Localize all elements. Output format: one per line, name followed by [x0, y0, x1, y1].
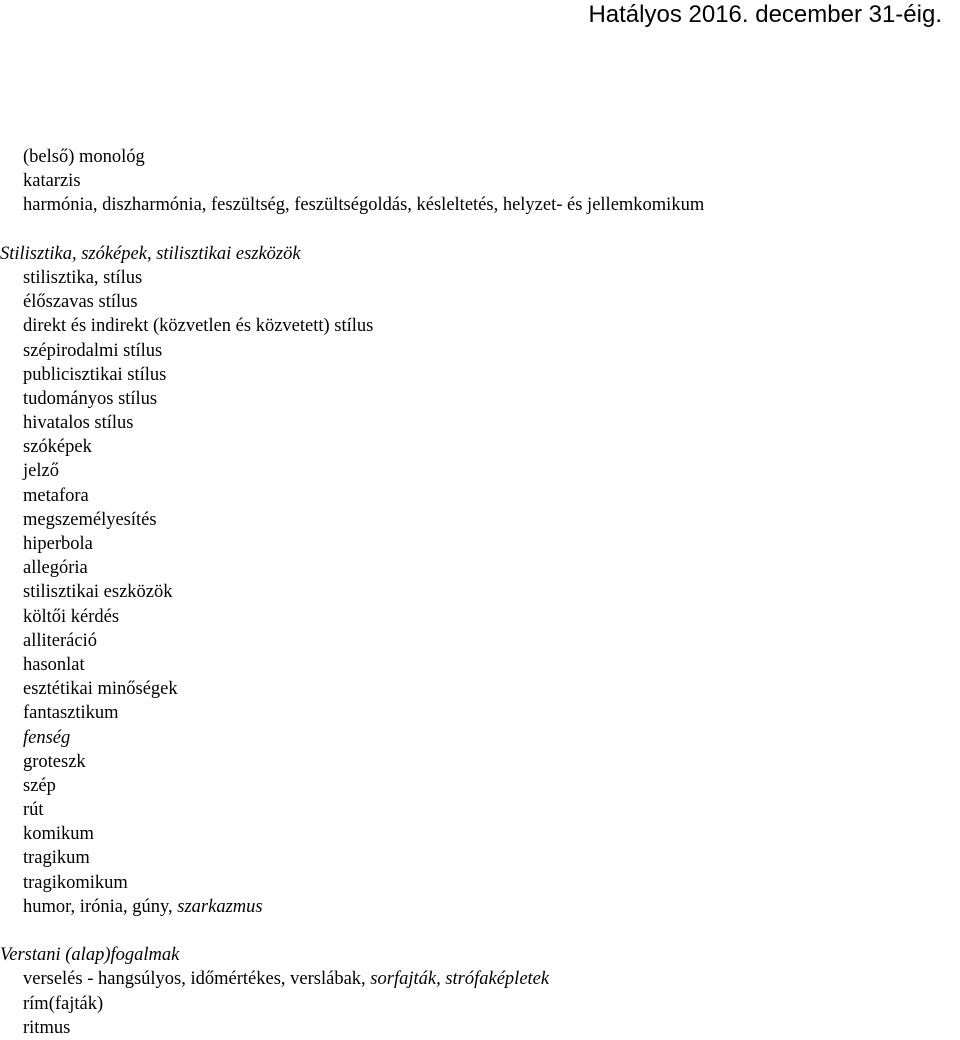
term-text-italic: szarkazmus — [177, 896, 263, 917]
term-item: komikum — [23, 824, 94, 845]
term-item: ritmus — [23, 1017, 71, 1038]
term-item: stilisztikai eszközök — [23, 582, 173, 603]
term-item: szóképek — [23, 437, 92, 458]
term-item: rút — [23, 800, 44, 821]
term-item: esztétikai minőségek — [23, 679, 178, 700]
term-item: szép — [23, 775, 56, 796]
term-item: groteszk — [23, 751, 86, 772]
term-text: verselés - hangsúlyos, időmértékes, verslábak, — [23, 969, 371, 990]
term-item-versification — [0, 967, 960, 991]
term-item: tudományos stílus — [23, 388, 158, 409]
term-text-italic: sorfajták, strófaképletek — [370, 969, 550, 990]
section-heading-stylistics: Stilisztika, szóképek, stilisztikai eszközök — [0, 243, 301, 264]
term-item: tragikum — [23, 848, 90, 869]
section-dramatic-terms — [0, 145, 960, 218]
section-prosody — [0, 943, 960, 1040]
term-item: (belső) monológ — [23, 147, 145, 167]
validity-header: Hatályos 2016. december 31-éig. — [588, 1, 942, 28]
term-item: élőszavas stílus — [23, 292, 138, 313]
term-item: megszemélyesítés — [23, 509, 157, 530]
term-item: metafora — [23, 485, 89, 506]
term-item: fantasztikum — [23, 703, 119, 724]
term-item: jelző — [23, 461, 59, 482]
term-item: alliteráció — [23, 630, 97, 651]
term-item: szépirodalmi stílus — [23, 340, 163, 361]
term-item: hivatalos stílus — [23, 413, 134, 434]
term-item: direkt és indirekt (közvetlen és közvetett) stílus — [23, 316, 374, 337]
term-item: költői kérdés — [23, 606, 120, 627]
term-item: stilisztika, stílus — [23, 267, 143, 288]
term-item: fenség — [23, 727, 71, 748]
term-item: tragikomikum — [23, 872, 128, 893]
term-item: katarzis — [23, 171, 81, 192]
term-item: harmónia, diszharmónia, feszültség, feszültségoldás, késleltetés, helyzet- és jellemkomikum — [23, 195, 705, 216]
term-item: hiperbola — [23, 534, 93, 554]
term-item: rím(fajták) — [23, 993, 104, 1014]
term-item: publicisztikai stílus — [23, 364, 167, 385]
term-item: hasonlat — [23, 654, 85, 675]
term-text: humor, irónia, gúny, — [23, 896, 178, 917]
term-item: allegória — [23, 558, 88, 579]
term-item-humor — [0, 895, 960, 919]
section-stylistics — [0, 242, 960, 919]
section-spacer — [0, 919, 960, 943]
section-spacer — [0, 218, 960, 242]
document-body — [0, 145, 960, 1040]
section-heading-prosody: Verstani (alap)fogalmak — [0, 945, 180, 966]
